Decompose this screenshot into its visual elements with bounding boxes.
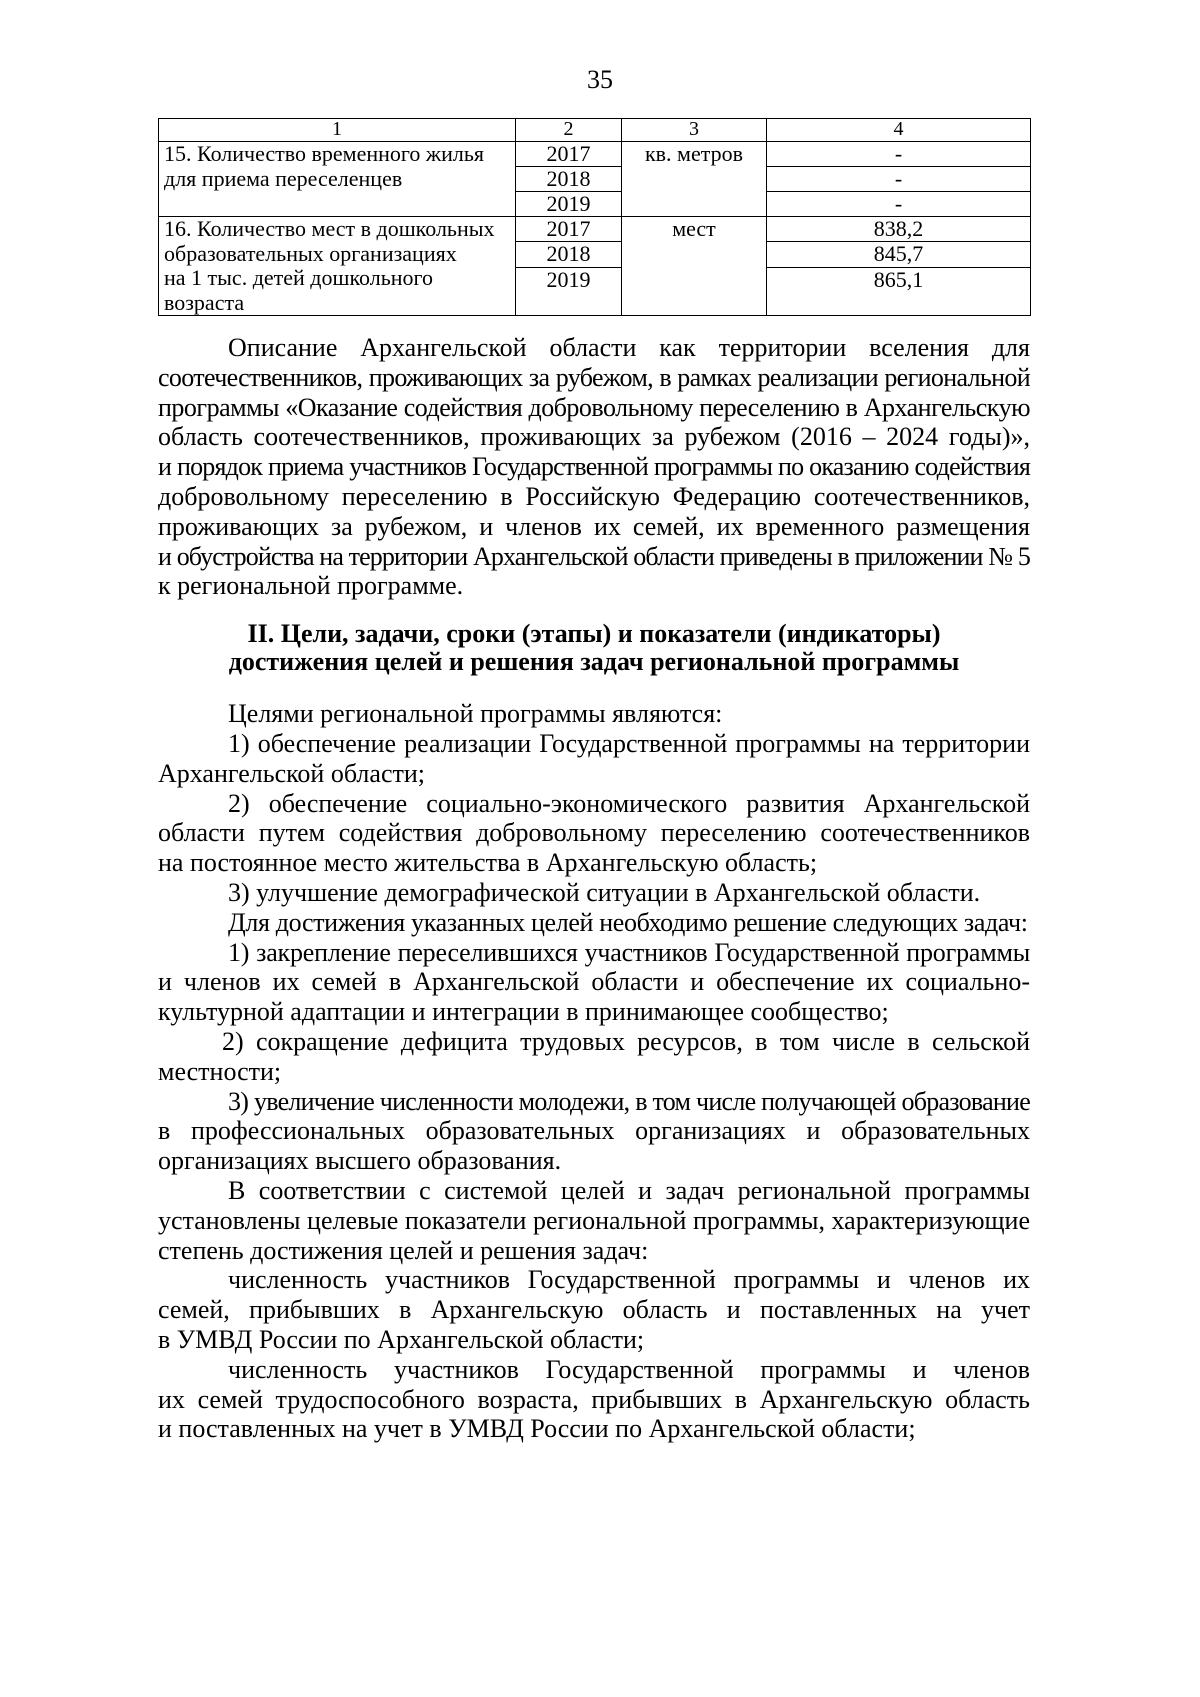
year-cell: 2018 — [516, 242, 622, 268]
year-cell: 2019 — [516, 268, 622, 316]
text-line: организациях высшего образования. — [158, 1146, 562, 1176]
paragraph-intro — [158, 333, 1030, 601]
paragraph — [158, 789, 1030, 878]
indicators-table — [158, 118, 1031, 316]
table-row — [159, 142, 1031, 167]
paragraph — [158, 878, 1030, 908]
paragraph — [158, 1265, 1030, 1354]
text-line: 2) обеспечение социально-экономического развития Архангельской — [228, 788, 1030, 818]
page-number: 35 — [587, 65, 613, 94]
indicator-line: образовательных организациях — [164, 240, 457, 266]
paragraph — [158, 938, 1030, 1027]
text-line: семей, прибывших в Архангельскую область и поставленных на учет — [158, 1295, 1030, 1325]
value-cell: 845,7 — [767, 242, 1031, 268]
paragraph — [158, 729, 1030, 789]
indicator-cell — [159, 142, 516, 217]
text-line: 3) улучшение демографической ситуации в Архангельской области. — [228, 877, 981, 907]
section-heading — [158, 620, 1030, 676]
year-cell: 2017 — [516, 142, 622, 167]
text-line: культурной адаптации и интеграции в принимающее сообщество; — [158, 997, 889, 1027]
table-header-cell: 2 — [516, 119, 622, 142]
text-line: их семей трудоспособного возраста, прибывших в Архангельскую область — [158, 1384, 1030, 1414]
indicator-line: 15. Количество временного жилья — [164, 141, 484, 166]
unit-cell: мест — [622, 217, 767, 316]
indicator-cell — [159, 217, 516, 316]
text-line: Архангельской области; — [158, 758, 425, 788]
text-line: численность участников Государственной программы и членов — [228, 1354, 1030, 1384]
text-line: добровольному переселению в Российскую Федерацию соотечественников, — [158, 481, 1030, 511]
document-body — [158, 333, 1030, 1444]
section-heading-line: достижения целей и решения задач региональной программы — [228, 647, 960, 677]
indicator-line: возраста — [164, 289, 245, 315]
paragraph — [158, 1355, 1030, 1444]
text-line: программы «Оказание содействия добровольному переселению в Архангельскую — [158, 392, 1030, 422]
section-body — [158, 699, 1030, 1444]
value-cell: - — [767, 192, 1031, 217]
value-cell: - — [767, 167, 1031, 192]
text-line: Для достижения указанных целей необходимо решение следующих задач: — [228, 907, 1028, 937]
text-line: на постоянное место жительства в Архангельскую область; — [158, 848, 818, 878]
text-line: и поставленных на учет в УМВД России по Архангельской области; — [158, 1414, 916, 1444]
table-header-cell: 1 — [159, 119, 516, 142]
value-cell: 838,2 — [767, 217, 1031, 242]
text-line: область соотечественников, проживающих за рубежом (2016 – 2024 годы)», — [158, 422, 1030, 452]
value-cell: 865,1 — [767, 268, 1031, 316]
text-line: 1) закрепление переселившихся участников Государственной программы — [228, 937, 1030, 967]
indicator-line: для приема переселенцев — [164, 165, 403, 191]
table-header-cell: 4 — [767, 119, 1031, 142]
table-row — [159, 217, 1031, 242]
text-line: области путем содействия добровольному переселению соотечественников — [158, 818, 1030, 848]
text-line: 3) увеличение численности молодежи, в том числе получающей образование — [228, 1086, 1030, 1116]
text-line: степень достижения целей и решения задач: — [158, 1235, 649, 1265]
unit-cell: кв. метров — [622, 142, 767, 217]
text-line: установлены целевые показатели региональной программы, характеризующие — [158, 1205, 1030, 1235]
text-line: проживающих за рубежом, и членов их семей, их временного размещения — [158, 511, 1030, 541]
text-line: и обустройства на территории Архангельской области приведены в приложении № 5 — [158, 541, 1030, 571]
text-line: В соответствии с системой целей и задач региональной программы — [228, 1175, 1030, 1205]
indicator-line: 16. Количество мест в дошкольных — [164, 216, 495, 241]
text-line: численность участников Государственной программы и членов их — [228, 1265, 1030, 1295]
text-line: 2) сокращение дефицита трудовых ресурсов, в том числе в сельской — [222, 1026, 1030, 1056]
text-line: в УМВД России по Архангельской области; — [158, 1324, 645, 1354]
year-cell: 2019 — [516, 192, 622, 217]
paragraph — [158, 699, 1030, 729]
table-header-row — [159, 119, 1031, 142]
text-line: в профессиональных образовательных организациях и образовательных — [158, 1116, 1030, 1146]
text-line: местности; — [158, 1056, 282, 1086]
text-line: и членов их семей в Архангельской области и обеспечение их социально- — [158, 967, 1030, 997]
table-header-cell: 3 — [622, 119, 767, 142]
text-line: 1) обеспечение реализации Государственной программы на территории — [228, 728, 1030, 758]
text-line: Описание Архангельской области как территории вселения для — [228, 333, 1030, 362]
paragraph — [158, 1176, 1030, 1265]
section-heading-line: II. Цели, задачи, сроки (этапы) и показатели (индикаторы) — [247, 619, 941, 649]
value-cell: - — [767, 142, 1031, 167]
indicator-line: на 1 тыс. детей дошкольного — [164, 265, 433, 290]
text-line: соотечественников, проживающих за рубежом, в рамках реализации региональной — [158, 362, 1030, 392]
text-line: и порядок приема участников Государственной программы по оказанию содействия — [158, 452, 1030, 482]
year-cell: 2018 — [516, 167, 622, 192]
paragraph — [158, 1027, 1030, 1087]
paragraph — [158, 908, 1030, 938]
paragraph — [158, 1087, 1030, 1176]
text-line: Целями региональной программы являются: — [228, 699, 723, 729]
year-cell: 2017 — [516, 217, 622, 242]
text-line: к региональной программе. — [158, 571, 464, 601]
